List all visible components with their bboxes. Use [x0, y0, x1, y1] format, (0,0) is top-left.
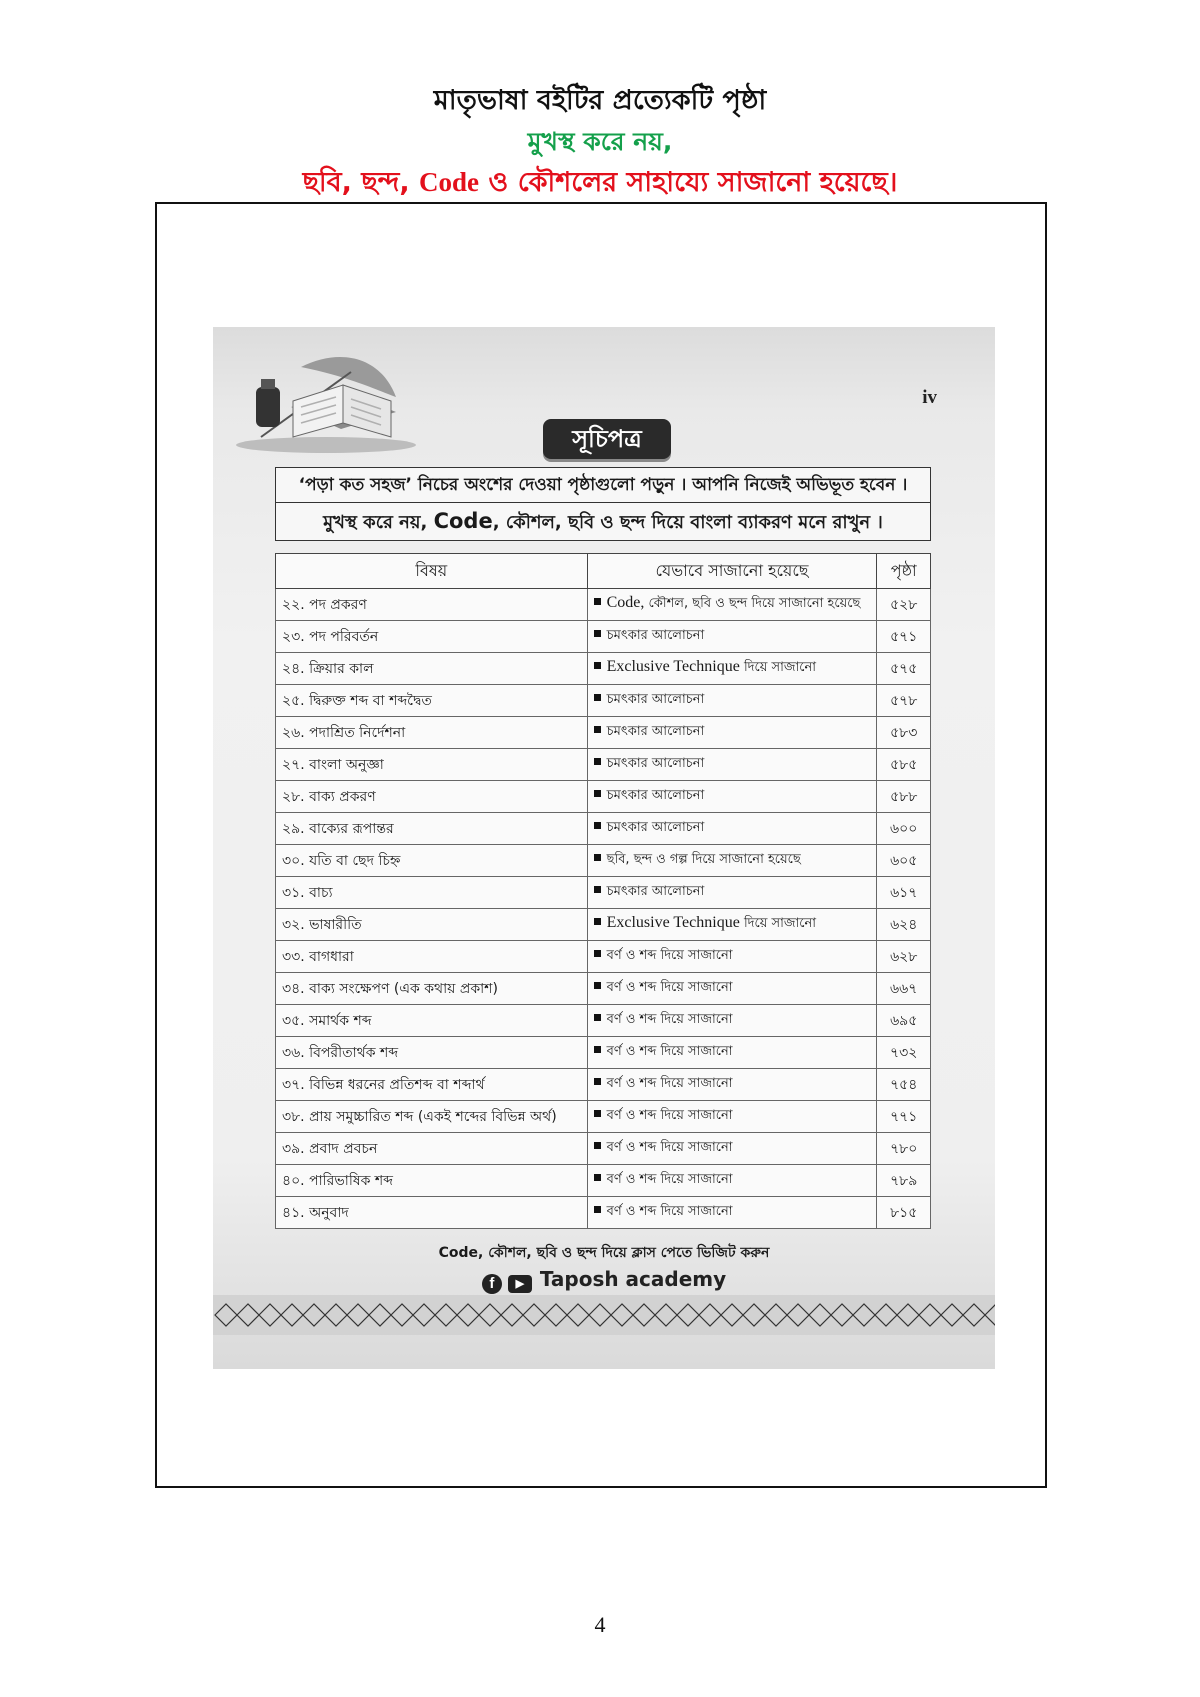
page-number: 4 [594, 1612, 606, 1637]
toc-page: ৬২৪ [877, 909, 931, 941]
bullet-square-icon [594, 886, 601, 893]
toc-page: ৬৯৫ [877, 1005, 931, 1037]
table-row [276, 589, 931, 621]
toc-method-text: চমৎকার আলোচনা [606, 756, 705, 771]
table-row [276, 941, 931, 973]
table-row [276, 1197, 931, 1229]
table-row [276, 1005, 931, 1037]
toc-method-text: চমৎকার আলোচনা [606, 884, 705, 899]
bullet-square-icon [594, 854, 601, 861]
toc-method [587, 909, 877, 941]
toc-method-text: চমৎকার আলোচনা [606, 788, 705, 803]
toc-page: ৬৬৭ [877, 973, 931, 1005]
intro-box [275, 467, 931, 541]
toc-method-text: চমৎকার আলোচনা [606, 820, 705, 835]
toc-page: ৭৮৯ [877, 1165, 931, 1197]
intro-line-2 [276, 502, 930, 540]
toc-page: ৫৭৫ [877, 653, 931, 685]
bullet-square-icon [594, 662, 601, 669]
toc-method [587, 717, 877, 749]
table-row [276, 1037, 931, 1069]
toc-topic: ২৯. বাক্যের রূপান্তর [276, 813, 588, 845]
youtube-icon: ▶ [508, 1275, 532, 1293]
toc-topic: ৩৩. বাগধারা [276, 941, 588, 973]
toc-method-text: চমৎকার আলোচনা [606, 628, 705, 643]
toc-topic: ৩৮. প্রায় সমুচ্চারিত শব্দ (একই শব্দের বিভিন্ন অর্থ) [276, 1101, 588, 1133]
toc-method [587, 781, 877, 813]
bullet-square-icon [594, 918, 601, 925]
table-row [276, 781, 931, 813]
header-line-2: মুখস্থ করে নয়, [527, 127, 673, 156]
bullet-square-icon [594, 598, 601, 605]
toc-page: ৭৮০ [877, 1133, 931, 1165]
toc-method [587, 1037, 877, 1069]
bullet-square-icon [594, 1142, 601, 1149]
toc-method [587, 589, 877, 621]
toc-method [587, 1005, 877, 1037]
toc-topic: ৩০. যতি বা ছেদ চিহ্ন [276, 845, 588, 877]
toc-topic: ৩৯. প্রবাদ প্রবচন [276, 1133, 588, 1165]
bullet-square-icon [594, 790, 601, 797]
toc-method [587, 845, 877, 877]
toc-page: ৫২৮ [877, 589, 931, 621]
toc-method-text: চমৎকার আলোচনা [606, 692, 705, 707]
toc-topic: ৩৫. সমার্থক শব্দ [276, 1005, 588, 1037]
toc-method-latin: Exclusive Technique [606, 658, 740, 675]
brand-name: Taposh academy [539, 1267, 727, 1291]
toc-topic: ৪০. পারিভাষিক শব্দ [276, 1165, 588, 1197]
toc-method-text: বর্ণ ও শব্দ দিয়ে সাজানো [606, 1204, 733, 1219]
header-line-3-pre: ছবি, ছন্দ, [302, 167, 420, 198]
toc-method-latin: Code, [606, 594, 645, 611]
toc-topic: ২৮. বাক্য প্রকরণ [276, 781, 588, 813]
toc-page: ৭৩২ [877, 1037, 931, 1069]
header-line-3-code: Code [419, 167, 480, 197]
toc-page: ৬০৫ [877, 845, 931, 877]
toc-page: ৫৮৫ [877, 749, 931, 781]
toc-topic: ২৪. ক্রিয়ার কাল [276, 653, 588, 685]
toc-method-text: বর্ণ ও শব্দ দিয়ে সাজানো [606, 980, 733, 995]
toc-method-text: ছবি, ছন্দ ও গল্প দিয়ে সাজানো হয়েছে [606, 852, 801, 867]
toc-method-text: বর্ণ ও শব্দ দিয়ে সাজানো [606, 1108, 733, 1123]
toc-method [587, 685, 877, 717]
toc-method [587, 1197, 877, 1229]
bullet-square-icon [594, 822, 601, 829]
toc-method-text: কৌশল, ছবি ও ছন্দ দিয়ে সাজানো হয়েছে [644, 596, 861, 611]
scanned-toc-page [213, 327, 995, 1369]
toc-topic: ২৭. বাংলা অনুজ্ঞা [276, 749, 588, 781]
bullet-square-icon [594, 630, 601, 637]
table-row [276, 685, 931, 717]
table-row [276, 845, 931, 877]
toc-page: ৭৭১ [877, 1101, 931, 1133]
facebook-icon: f [482, 1274, 502, 1294]
toc-topic: ২৬. পদাশ্রিত নির্দেশনা [276, 717, 588, 749]
toc-method [587, 1133, 877, 1165]
toc-method-text: বর্ণ ও শব্দ দিয়ে সাজানো [606, 1044, 733, 1059]
toc-method [587, 1069, 877, 1101]
toc-page: ৫৭১ [877, 621, 931, 653]
intro-line-1: ‘পড়া কত সহজ’ নিচের অংশের দেওয়া পৃষ্ঠাগুলো পড়ুন । আপনি নিজেই অভিভূত হবেন । [298, 475, 908, 495]
toc-topic: ৩৭. বিভিন্ন ধরনের প্রতিশব্দ বা শব্দার্থ [276, 1069, 588, 1101]
toc-topic: ৩২. ভাষারীতি [276, 909, 588, 941]
toc-method-text: চমৎকার আলোচনা [606, 724, 705, 739]
bullet-square-icon [594, 1110, 601, 1117]
table-row [276, 909, 931, 941]
toc-method [587, 1165, 877, 1197]
toc-page: ৬২৮ [877, 941, 931, 973]
toc-method-text: বর্ণ ও শব্দ দিয়ে সাজানো [606, 1140, 733, 1155]
toc-page: ৮১৫ [877, 1197, 931, 1229]
bullet-square-icon [594, 1014, 601, 1021]
toc-method [587, 1101, 877, 1133]
roman-page-number: iv [922, 387, 937, 408]
promo-text: Code, কৌশল, ছবি ও ছন্দ দিয়ে ক্লাস পেতে ভিজিট করুন [438, 1245, 770, 1261]
col-header-method: যেভাবে সাজানো হয়েছে [587, 554, 877, 589]
intro-line-2-code: Code [433, 509, 493, 533]
table-row [276, 813, 931, 845]
bullet-square-icon [594, 1046, 601, 1053]
col-header-topic: বিষয় [276, 554, 588, 589]
toc-page: ৭৫৪ [877, 1069, 931, 1101]
table-row [276, 877, 931, 909]
toc-header-row [276, 554, 931, 589]
toc-method [587, 973, 877, 1005]
toc-method [587, 877, 877, 909]
toc-title: সূচিপত্র [543, 419, 671, 459]
table-row [276, 717, 931, 749]
header-line-3 [0, 162, 1200, 207]
toc-topic: ২৩. পদ পরিবর্তন [276, 621, 588, 653]
toc-method-text: দিয়ে সাজানো [739, 660, 817, 675]
table-row [276, 1069, 931, 1101]
toc-topic: ২৫. দ্বিরুক্ত শব্দ বা শব্দদ্বৈত [276, 685, 588, 717]
toc-topic: ৩১. বাচ্য [276, 877, 588, 909]
header-line-1: মাতৃভাষা বইটির প্রত্যেকটি পৃষ্ঠা [433, 85, 767, 116]
toc-method-text: বর্ণ ও শব্দ দিয়ে সাজানো [606, 1012, 733, 1027]
books-inkpot-illustration [231, 337, 421, 457]
toc-page: ৬১৭ [877, 877, 931, 909]
table-row [276, 1133, 931, 1165]
toc-method-text: বর্ণ ও শব্দ দিয়ে সাজানো [606, 948, 733, 963]
toc-method [587, 653, 877, 685]
brand-line [213, 1267, 995, 1294]
table-row [276, 1165, 931, 1197]
toc-topic: ২২. পদ প্রকরণ [276, 589, 588, 621]
intro-line-2-post: , কৌশল, ছবি ও ছন্দ দিয়ে বাংলা ব্যাকরণ মনে রাখুন । [492, 512, 883, 533]
table-row [276, 1101, 931, 1133]
col-header-page: পৃষ্ঠা [877, 554, 931, 589]
intro-line-2-pre: মুখস্থ করে নয়, [323, 512, 434, 533]
toc-method [587, 621, 877, 653]
toc-method-text: বর্ণ ও শব্দ দিয়ে সাজানো [606, 1172, 733, 1187]
bullet-square-icon [594, 726, 601, 733]
toc-topic: ৪১. অনুবাদ [276, 1197, 588, 1229]
table-row [276, 973, 931, 1005]
toc-page: ৫৮৩ [877, 717, 931, 749]
toc-page: ৬০০ [877, 813, 931, 845]
toc-method [587, 941, 877, 973]
toc-topic: ৩৪. বাক্য সংক্ষেপণ (এক কথায় প্রকাশ) [276, 973, 588, 1005]
header-line-3-post: ও কৌশলের সাহায্যে সাজানো হয়েছে। [479, 167, 898, 198]
bullet-square-icon [594, 1174, 601, 1181]
toc-method-text: দিয়ে সাজানো [739, 916, 817, 931]
bullet-square-icon [594, 982, 601, 989]
table-row [276, 653, 931, 685]
bullet-square-icon [594, 694, 601, 701]
toc-topic: ৩৬. বিপরীতার্থক শব্দ [276, 1037, 588, 1069]
bullet-square-icon [594, 1206, 601, 1213]
table-row [276, 749, 931, 781]
toc-method-latin: Exclusive Technique [606, 914, 740, 931]
toc-table [275, 553, 931, 1229]
bullet-square-icon [594, 1078, 601, 1085]
bullet-square-icon [594, 758, 601, 765]
toc-method-text: বর্ণ ও শব্দ দিয়ে সাজানো [606, 1076, 733, 1091]
diamond-border-ornament [213, 1295, 995, 1335]
table-row [276, 621, 931, 653]
toc-page: ৫৮৮ [877, 781, 931, 813]
toc-page: ৫৭৮ [877, 685, 931, 717]
toc-method [587, 749, 877, 781]
bullet-square-icon [594, 950, 601, 957]
toc-method [587, 813, 877, 845]
